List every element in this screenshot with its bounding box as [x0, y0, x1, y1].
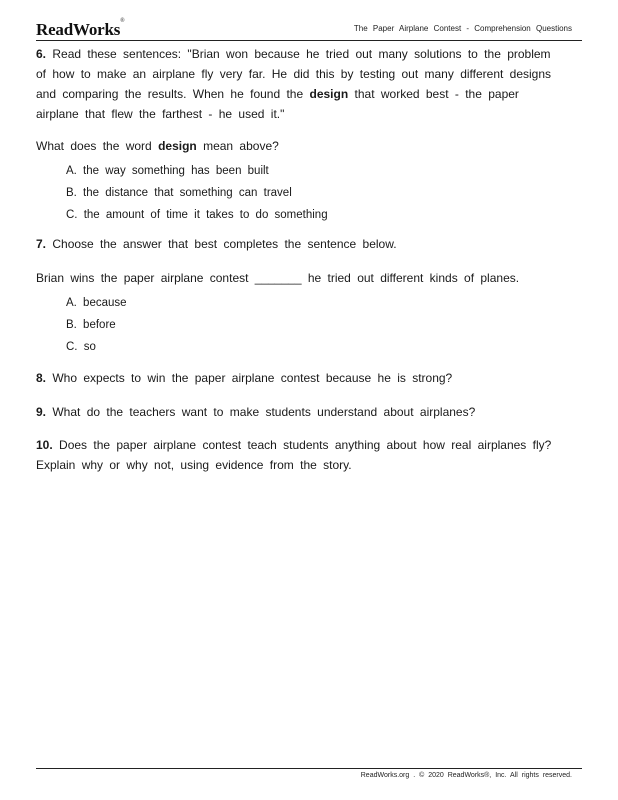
question-6-options	[36, 160, 566, 226]
question-number: 7.	[36, 237, 47, 251]
prompt-bold-word: design	[158, 139, 197, 153]
question-text: Choose the answer that best completes the sentence below.	[46, 237, 397, 251]
prompt-text-end: mean above?	[196, 139, 279, 153]
option-a: A. the way something has been built	[66, 165, 269, 177]
question-9	[36, 402, 566, 422]
option-c: C. the amount of time it takes to do something	[66, 209, 328, 221]
question-10	[36, 435, 566, 475]
option-b: B. the distance that something can travel	[66, 187, 292, 199]
logo-text: ReadWorks	[36, 20, 121, 39]
option-b: B. before	[66, 319, 116, 331]
copyright-text: ReadWorks.org . © 2020 ReadWorks®, Inc. All rights reserved.	[360, 772, 572, 779]
document-title: The Paper Airplane Contest - Comprehension Questions	[353, 24, 572, 33]
question-number: 6.	[36, 47, 47, 61]
page-header	[36, 18, 582, 41]
option-c: C. so	[66, 341, 96, 353]
questions-content	[36, 44, 566, 475]
question-text-end: that worked best - the paper airplane that flew the farthest - he used it."	[36, 87, 519, 121]
option-a: A. because	[66, 297, 127, 309]
question-text: Read these sentences: "Brian won because he tried out many solutions to the problem of how to make an airplane fly very far. He did this by testing out many different designs and comparing the results. When he found the	[36, 47, 552, 101]
question-text: Who expects to win the paper airplane contest because he is strong?	[46, 371, 453, 385]
question-7	[36, 234, 566, 254]
question-7-sentence: Brian wins the paper airplane contest _______ he tried out different kinds of planes.	[36, 271, 520, 285]
question-8	[36, 368, 566, 388]
question-6-prompt	[36, 136, 566, 156]
question-text: What do the teachers want to make students understand about airplanes?	[46, 405, 476, 419]
question-6	[36, 44, 566, 124]
question-number: 10.	[36, 438, 53, 452]
logo-mark: ®	[120, 18, 125, 24]
prompt-text: What does the word	[36, 139, 159, 153]
bold-word: design	[309, 87, 349, 101]
question-text: Does the paper airplane contest teach students anything about how real airplanes fly? Explain why or why not, using evidence from the story.	[36, 438, 552, 472]
readworks-logo	[36, 20, 125, 40]
question-number: 9.	[36, 405, 47, 419]
question-7-options	[36, 292, 566, 358]
page-footer	[36, 768, 582, 779]
question-number: 8.	[36, 371, 47, 385]
